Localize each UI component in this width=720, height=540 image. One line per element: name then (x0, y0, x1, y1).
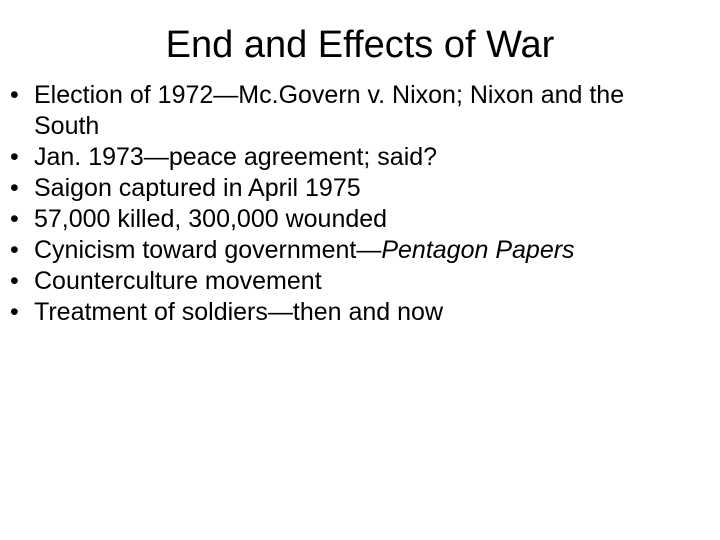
bullet-text: Treatment of soldiers—then and now (34, 298, 444, 326)
list-item (10, 80, 690, 142)
bullet-text: 57,000 killed, 300,000 wounded (34, 205, 388, 233)
bullet-icon: • (10, 143, 19, 171)
list-item (10, 235, 690, 266)
bullet-icon: • (10, 267, 19, 295)
bullet-text (34, 236, 575, 264)
bullet-list (10, 80, 690, 328)
bullet-icon: • (10, 298, 19, 326)
bullet-text: Counterculture movement (34, 267, 322, 295)
bullet-text: Saigon captured in April 1975 (34, 174, 361, 202)
bullet-icon: • (10, 236, 19, 264)
list-item (10, 142, 690, 173)
bullet-icon: • (10, 174, 19, 202)
list-item (10, 204, 690, 235)
bullet-icon: • (10, 81, 19, 109)
bullet-text: Election of 1972—Mc.Govern v. Nixon; Nixon and the South (34, 81, 625, 140)
slide-title: End and Effects of War (165, 24, 555, 66)
list-item (10, 266, 690, 297)
bullet-text: Jan. 1973—peace agreement; said? (34, 143, 438, 171)
bullet-text-main: Cynicism toward government— (34, 236, 382, 264)
bullet-icon: • (10, 205, 19, 233)
list-item (10, 173, 690, 204)
pentagon-papers-italic: Pentagon Papers (381, 236, 575, 264)
list-item (10, 297, 690, 328)
